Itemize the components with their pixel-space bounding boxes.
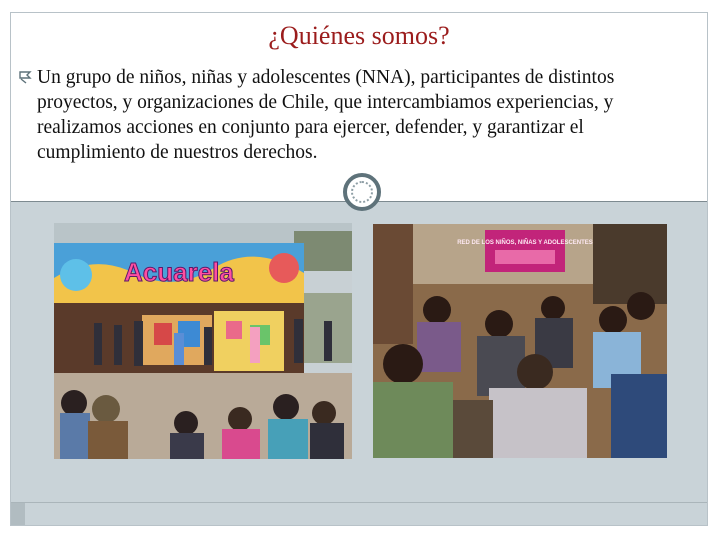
banner-text: RED DE LOS NIÑOS, NIÑAS Y ADOLESCENTES <box>457 240 593 246</box>
slide-title: ¿Quiénes somos? <box>268 21 450 50</box>
bullet-icon <box>17 69 33 85</box>
decorative-ring-icon <box>343 173 381 211</box>
bullet-paragraph <box>37 65 697 165</box>
photo-indoor-meeting <box>373 224 667 458</box>
bullet-text: Un grupo de niños, niñas y adolescentes (NNA), participantes de distintos proyectos, y organizaciones de Chile, que intercambiamos experiencias, y realizamos acciones en conjunto para ejercer, defender, y garantizar el cumplimiento de nuestros derechos. <box>37 67 615 163</box>
mural-text: Acuarela <box>124 257 234 287</box>
photo-outdoor-event <box>54 223 352 459</box>
bottom-strip <box>11 502 707 525</box>
